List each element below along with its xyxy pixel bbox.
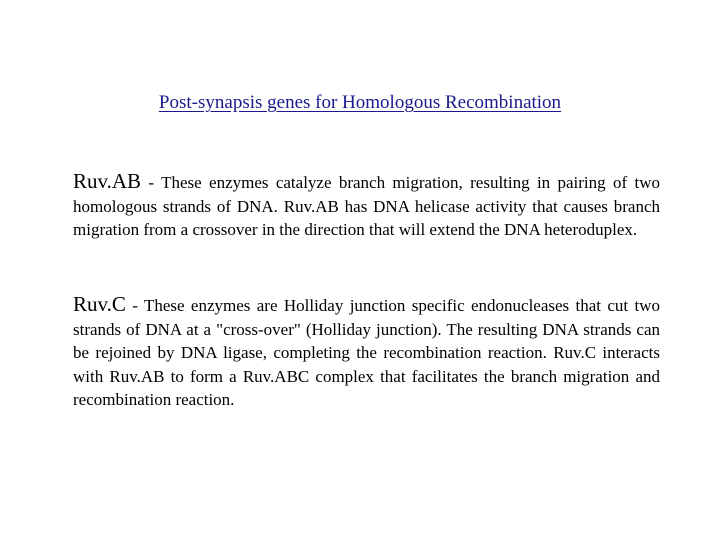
slide-title: Post-synapsis genes for Homologous Recombination <box>158 92 562 113</box>
ruvab-paragraph <box>73 170 660 242</box>
ruvc-term: Ruv.C <box>73 292 126 316</box>
ruvc-description: - These enzymes are Holliday junction specific endonucleases that cut two strands of DNA at a "cross-over" (Holliday junction). The resulting DNA strands can be rejoined by DNA ligase, completing the recombination reaction. Ruv.C interacts with Ruv.AB to form a Ruv.ABC complex that facilitates the branch migration and recombination reaction. <box>73 296 660 409</box>
ruvab-description: - These enzymes catalyze branch migration, resulting in pairing of two homologous strands of DNA. Ruv.AB has DNA helicase activity that causes branch migration from a crossover in the direction that will extend the DNA heteroduplex. <box>73 173 660 239</box>
ruvc-paragraph <box>73 293 660 412</box>
ruvab-term: Ruv.AB <box>73 169 142 193</box>
